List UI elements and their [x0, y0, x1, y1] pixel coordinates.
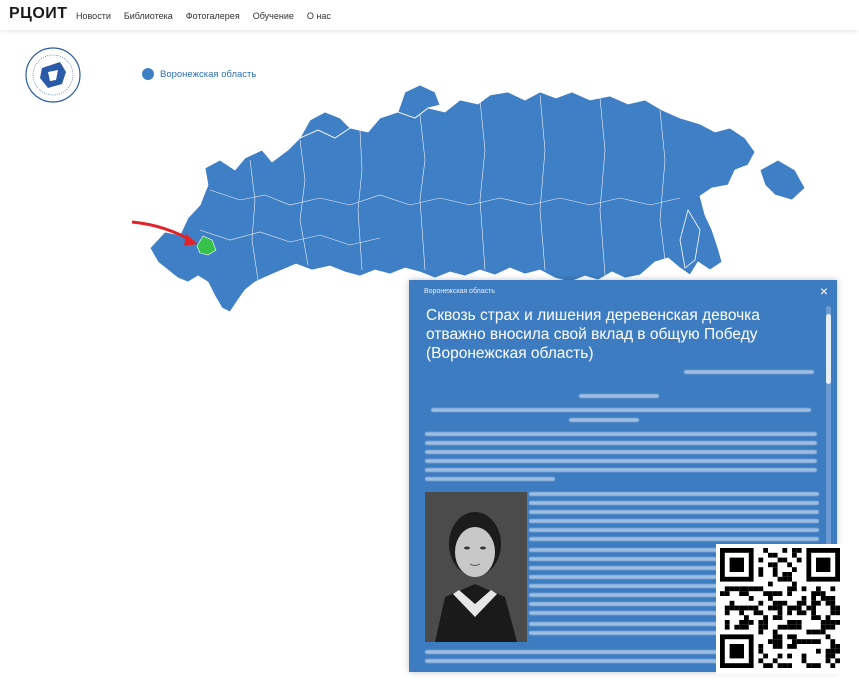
- nav-photogallery[interactable]: Фотогалерея: [185, 11, 240, 21]
- nav-news[interactable]: Новости: [76, 11, 111, 21]
- article-line: [529, 528, 819, 532]
- article-line: [579, 394, 659, 398]
- article-line: [425, 450, 817, 454]
- site-logo[interactable]: РЦОИТ: [9, 5, 68, 22]
- article-line: [569, 418, 639, 422]
- map-regions: [150, 85, 805, 312]
- article-line: [529, 519, 819, 523]
- portrait-image: [425, 492, 527, 642]
- article-line: [425, 468, 817, 472]
- article-line: [529, 510, 819, 514]
- nav-library[interactable]: Библиотека: [123, 11, 173, 21]
- legend-dot: [142, 68, 154, 80]
- nav-education[interactable]: Обучение: [252, 11, 294, 21]
- scrollbar-thumb[interactable]: [826, 314, 831, 384]
- article-line: [425, 432, 817, 436]
- map-legend[interactable]: [142, 68, 256, 80]
- article-line: [529, 492, 819, 496]
- article-line: [425, 441, 817, 445]
- portrait-photo: [425, 492, 527, 642]
- article-line: [529, 537, 819, 541]
- popup-title: Сквозь страх и лишения деревенская девочка отважно вносила свой вклад в общую Победу (Воронежская область): [426, 307, 760, 362]
- article-line: [431, 408, 811, 412]
- map-region[interactable]: [760, 160, 805, 200]
- main-menu: [76, 11, 331, 21]
- article-line: [684, 370, 814, 374]
- nav-about[interactable]: О нас: [306, 11, 331, 21]
- article-line: [425, 459, 817, 463]
- legend-label: Воронежская область: [160, 68, 257, 80]
- close-button[interactable]: ×: [819, 283, 829, 299]
- map-region[interactable]: [150, 92, 755, 312]
- article-line: [529, 501, 819, 505]
- emblem-icon: [24, 46, 82, 104]
- qr-code-icon[interactable]: [716, 544, 844, 674]
- article-line: [425, 477, 555, 481]
- popup-region-label: Воронежская область: [424, 288, 495, 295]
- top-navigation: [0, 0, 859, 30]
